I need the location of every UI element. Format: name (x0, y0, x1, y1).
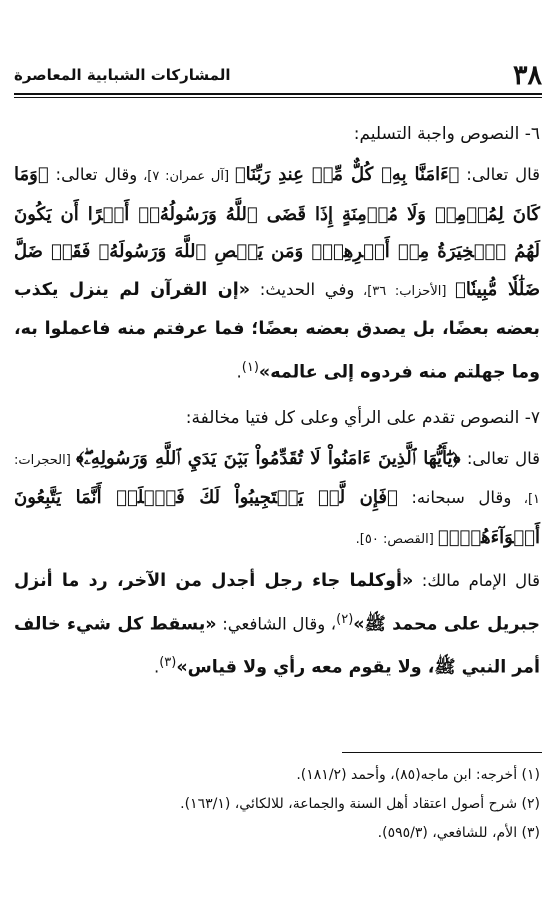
section-heading-7: ٧- النصوص تقدم على الرأي وعلى كل فتيا مخالفة: (185, 407, 540, 428)
verse-reference: [الحجرات: ١]، (14, 452, 541, 507)
verse-reference: [آل عمران: ٧]، (137, 169, 235, 184)
paragraph-texts-precede-opinion (14, 440, 540, 559)
text: وقال سبحانه: (397, 488, 512, 507)
malik-quote: «أوكلما جاء رجل أجدل من الآخر، رد ما أنزل جبريل على محمد ﷺ» (14, 571, 540, 634)
verse-reference: [القصص: ٥٠]. (355, 531, 438, 547)
text: قال تعالى: (459, 165, 541, 184)
text: . (153, 657, 160, 676)
quran-verse: ﴿يَٰٓأَيُّهَا ٱلَّذِينَ ءَامَنُواْ لَا تُقَدِّمُواْ بَيۡنَ يَدَيِ ٱللَّهِ وَرَسُولِهِۦۖ﴾ (76, 447, 461, 469)
quran-verse: ﴿ءَامَنَّا بِهِۦ كُلٌّ مِّنۡ عِندِ رَبِّنَا﴾ (234, 164, 460, 185)
paragraph-submission-to-texts (14, 156, 540, 392)
paragraph-imams-sayings (14, 562, 540, 687)
text: وقال تعالى: (48, 165, 138, 184)
running-title: المشاركات الشبابية المعاصرة (14, 66, 231, 84)
shafii-quote: «يسقط كل شيء خالف أمر النبي ﷺ، ولا يقوم معه رأي ولا قياس» (14, 614, 540, 677)
quran-verse: ﴿فَإِن لَّمۡ يَسۡتَجِيبُواْ لَكَ فَٱعۡلَمۡ أَنَّمَا يَتَّبِعُونَ أَهۡوَآءَهُمۡۚ﴾ (14, 487, 540, 548)
section-heading-6: ٦- النصوص واجبة التسليم: (353, 124, 540, 144)
header-rule-secondary (14, 97, 542, 98)
page-header (14, 56, 542, 94)
footnote-3: (٣) الأم، للشافعي، (٥٩٥/٣). (377, 825, 540, 841)
footnote-marker: (٢) (336, 611, 354, 627)
page-body (14, 116, 540, 687)
footnote-1: (١) أخرجه: ابن ماجه(٨٥)، وأحمد (١٨١/٢). (296, 767, 540, 783)
text: ، وقال الشافعي: (216, 614, 337, 633)
text: . (236, 362, 242, 381)
hadith-quote: «إن القرآن لم ينزل يكذب بعضه بعضًا، بل يصدق بعضه بعضًا؛ فما عرفتم منه فاعملوا به، وما جهلتم منه فردوه إلى عالمه» (14, 279, 540, 382)
footnotes (14, 761, 540, 848)
header-rule (14, 93, 542, 95)
footnote-separator (342, 752, 542, 753)
footnote-marker: (٣) (159, 654, 177, 670)
page-number: ٣٨ (512, 59, 542, 91)
text: قال تعالى: (460, 448, 541, 468)
quran-verse: ﴿وَمَا كَانَ لِمُؤۡمِنٖ وَلَا مُؤۡمِنَةٍ إِذَا قَضَى ٱللَّهُ وَرَسُولُهُۥٓ أَمۡرًا أَن يَكُونَ لَهُمُ ٱلۡخِيَرَةُ مِنۡ أَمۡرِهِمۡۗ وَمَن يَعۡصِ ٱللَّهَ وَرَسُولَهُۥ فَقَدۡ ضَلَّ ضَلَٰلٗا مُّبِينٗا﴾ (14, 164, 541, 300)
text: قال الإمام مالك: (413, 571, 540, 590)
verse-reference: [الأحزاب: ٣٦]، (354, 283, 456, 299)
text: وفي الحديث: (250, 279, 355, 299)
footnote-2: (٢) شرح أصول اعتقاد أهل السنة والجماعة، للالكائي، (١٦٣/١). (180, 796, 540, 812)
footnote-marker: (١) (241, 359, 259, 375)
